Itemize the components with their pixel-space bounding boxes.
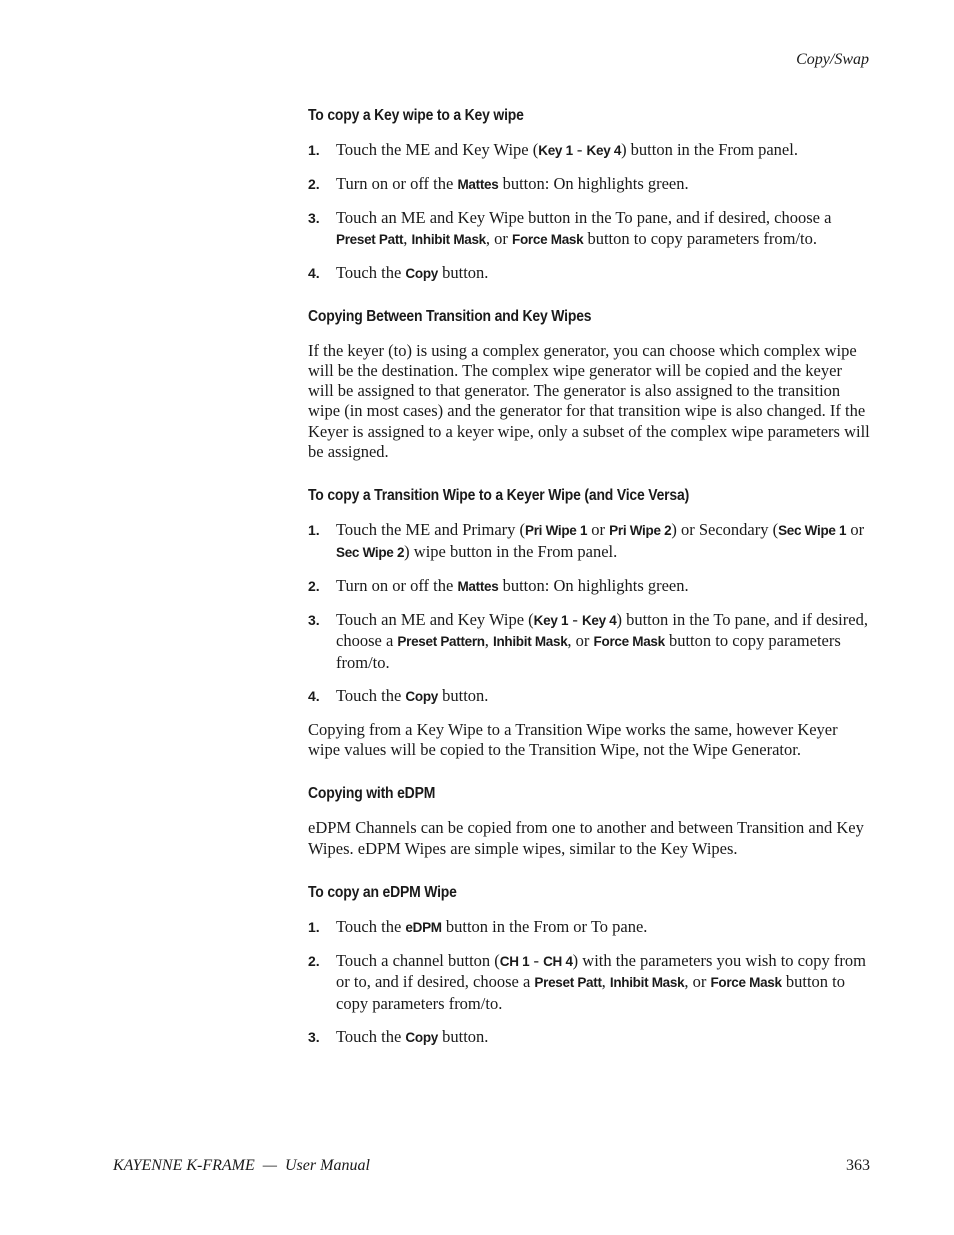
ui-button-label: Pri Wipe 1 — [525, 523, 588, 539]
ui-button-label: Force Mask — [710, 975, 782, 991]
step-item — [308, 520, 870, 563]
ui-button-label: Key 1 — [533, 612, 569, 628]
ui-button-label: Inhibit Mask — [609, 975, 685, 991]
step-text: Touch an ME and Key Wipe button in the To pane, and if desired, choose a Preset Patt, Inhibit Mask, or Force Mask button to copy parameters from/to. — [336, 208, 832, 248]
ui-button-label: Copy — [405, 1029, 438, 1045]
ui-button-label: Copy — [405, 688, 438, 704]
ui-button-label: Key 4 — [586, 143, 622, 158]
body-paragraph: Copying from a Key Wipe to a Transition Wipe works the same, however Keyer wipe values will be copied to the Transition Wipe, not the Wipe Generator. — [308, 719, 838, 760]
body-paragraph: eDPM Channels can be copied from one to another and between Transition and Key Wipes. eDPM Wipes are simple wipes, similar to the Key Wipes. — [308, 818, 864, 858]
step-text: Touch the eDPM button in the From or To pane. — [336, 916, 648, 936]
section-heading: To copy an eDPM Wipe — [308, 883, 457, 901]
ui-button-label: CH 1 — [499, 953, 530, 969]
step-number: 3. — [308, 1028, 320, 1045]
section-heading: Copying with eDPM — [308, 785, 436, 803]
step-number: 2. — [308, 952, 320, 969]
ui-button-label: Pri Wipe 2 — [609, 523, 672, 539]
step-item — [308, 263, 870, 285]
ui-button-label: Inhibit Mask — [411, 231, 486, 247]
step-item — [308, 140, 870, 162]
section-heading: Copying Between Transition and Key Wipes — [308, 307, 592, 325]
step-text: Turn on or off the Mattes button: On highlights green. — [336, 174, 689, 193]
step-item — [308, 951, 870, 1015]
ui-button-label: Key 1 — [538, 143, 573, 158]
step-text: Touch a channel button (CH 1 - CH 4) with the parameters you wish to copy from or to, and if desired, choose a Preset Patt, Inhibit Mask, or Force Mask button to copy parameters from/to. — [336, 950, 866, 1013]
step-item — [308, 1027, 870, 1049]
step-text: Touch the Copy button. — [336, 1026, 489, 1046]
ui-button-label: Copy — [405, 265, 438, 281]
ui-button-label: Inhibit Mask — [493, 634, 568, 650]
step-number: 3. — [308, 611, 320, 628]
ui-button-label: Preset Patt — [336, 231, 404, 247]
ui-button-label: Sec Wipe 1 — [778, 523, 847, 539]
step-text: Touch the Copy button. — [336, 262, 489, 282]
step-item — [308, 174, 870, 196]
step-number: 4. — [308, 264, 320, 281]
step-text: Touch the ME and Key Wipe (Key 1 - Key 4) button in the From panel. — [336, 140, 798, 159]
step-number: 1. — [308, 918, 320, 935]
ui-button-label: Mattes — [457, 177, 499, 192]
step-text: Touch an ME and Key Wipe (Key 1 - Key 4) button in the To pane, and if desired, choose a Preset Pattern, Inhibit Mask, or Force Mask button to copy parameters from/to. — [336, 609, 868, 672]
ui-button-label: Preset Pattern — [397, 634, 485, 650]
step-text: Touch the ME and Primary (Pri Wipe 1 or Pri Wipe 2) or Secondary (Sec Wipe 1 or Sec Wipe 2) wipe button in the From panel. — [336, 520, 865, 561]
step-item — [308, 208, 870, 250]
ui-button-label: Force Mask — [593, 634, 665, 650]
page-content — [308, 106, 870, 1061]
step-item — [308, 686, 870, 708]
section-heading: To copy a Transition Wipe to a Keyer Wipe (and Vice Versa) — [308, 487, 690, 505]
body-paragraph: If the keyer (to) is using a complex generator, you can choose which complex wipe will be the destination. The complex wipe generator will be copied and the keyer will be assigned to that generator. The generator is also assigned to the transition wipe (in most cases) and the generator for that transition wipe is also changed. If the Keyer is assigned to a keyer wipe, only a subset of the complex wipe parameters will be assigned. — [308, 340, 870, 461]
ui-button-label: Sec Wipe 2 — [336, 544, 405, 560]
running-header: Copy/Swap — [796, 51, 869, 68]
step-number: 1. — [308, 142, 320, 158]
step-number: 2. — [308, 176, 320, 192]
footer-title: KAYENNE K-FRAME — User Manual — [113, 1157, 370, 1174]
step-item — [308, 576, 870, 598]
page-number: 363 — [846, 1157, 870, 1174]
ui-button-label: eDPM — [405, 919, 442, 935]
ui-button-label: Force Mask — [512, 231, 584, 247]
step-item — [308, 917, 870, 939]
step-number: 4. — [308, 687, 320, 704]
ui-button-label: Key 4 — [581, 612, 617, 628]
step-text: Touch the Copy button. — [336, 685, 489, 705]
ui-button-label: Preset Patt — [534, 975, 602, 991]
ui-button-label: Mattes — [457, 578, 499, 594]
section-heading: To copy a Key wipe to a Key wipe — [308, 107, 524, 124]
step-number: 3. — [308, 210, 320, 226]
step-item — [308, 610, 870, 674]
step-number: 2. — [308, 577, 320, 594]
ui-button-label: CH 4 — [543, 953, 573, 969]
step-text: Turn on or off the Mattes button: On highlights green. — [336, 575, 689, 595]
step-number: 1. — [308, 522, 320, 539]
